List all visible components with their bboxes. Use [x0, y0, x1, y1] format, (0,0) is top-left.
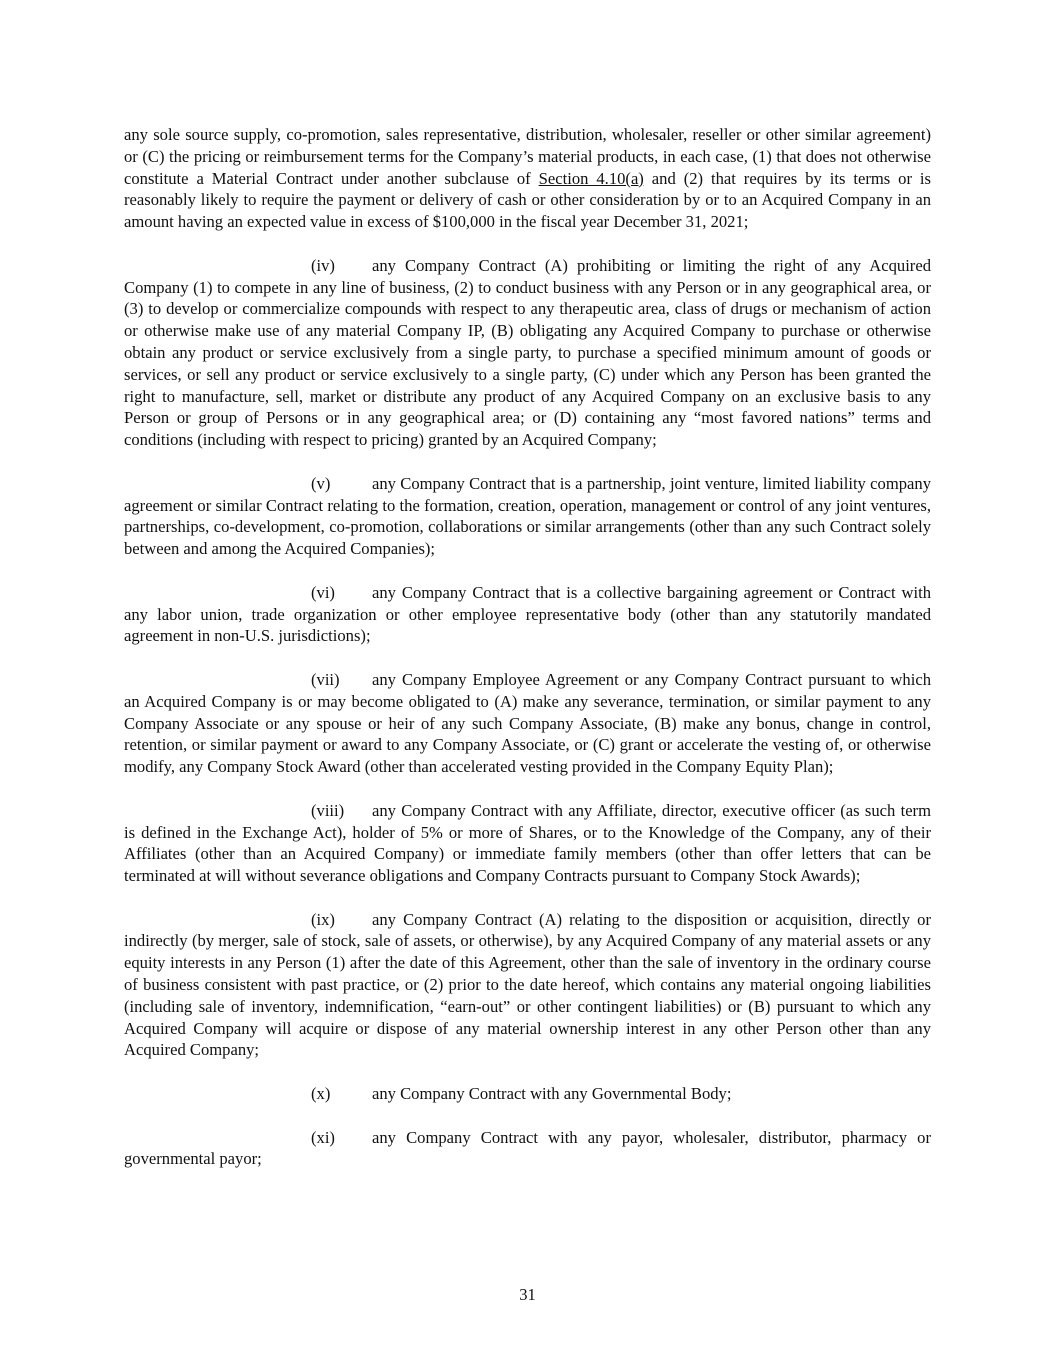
continuation-text-before: any sole source supply, co-promotion, sales representative, distribution, wholesaler, reseller or other similar agreement) or (C) the pricing or reimbursement terms for the Company’s material products, in each case, (1) that does not otherwise constitute a Material Contract under another subclause of: [124, 125, 931, 188]
continuation-text-after: and (2) that requires by its terms or is reasonably likely to require the payment or delivery of cash or other consideration by or to an Acquired Company in an amount having an expected value in excess of $100,000 in the fiscal year December 31, 2021;: [124, 168, 931, 232]
clause-v: [124, 473, 931, 560]
page-number: 31: [519, 1285, 536, 1304]
clause-number: (viii): [311, 800, 345, 820]
clause-vi: [124, 582, 931, 647]
document-page: [124, 124, 931, 1192]
clause-text: any Company Contract that is a collective bargaining agreement or Contract with any labor union, trade organization or other employee representative body (other than any statutorily mandated agreement in non-U.S. jurisdictions);: [124, 582, 931, 646]
clause-text: any Company Contract (A) prohibiting or limiting the right of any Acquired Company (1) to compete in any line of business, (2) to conduct business with any Person or in any geographical area, or (3) to develop or commercialize compounds with respect to any therapeutic area, class of drugs or mechanism of action or otherwise make use of any material Company IP, (B) obligating any Acquired Company to purchase or otherwise obtain any product or service exclusively from a single party, to purchase a specified minimum amount of goods or services, or sell any product or service exclusively to a single party, (C) under which any Person has been granted the right to manufacture, sell, market or distribute any product of any Acquired Company on an exclusive basis to any Person or group of Persons or in any geographical area; or (D) containing any “most favored nations” terms and conditions (including with respect to pricing) granted by an Acquired Company;: [124, 255, 931, 450]
clause-number: (iv): [311, 255, 335, 275]
section-4-10-a-reference: Section 4.10(a): [538, 168, 644, 188]
clause-number: (xi): [311, 1127, 335, 1147]
clause-xi: [124, 1127, 931, 1171]
clause-viii: [124, 800, 931, 887]
clause-number: (x): [311, 1084, 331, 1104]
clause-text: any Company Contract that is a partnership, joint venture, limited liability company agreement or similar Contract relating to the formation, creation, operation, management or control of any joint ventures, partnerships, co-development, co-promotion, collaborations or similar arrangements (other than any such Contract solely between and among the Acquired Companies);: [124, 473, 931, 559]
clause-number: (vi): [311, 582, 335, 602]
clause-x: [124, 1083, 931, 1105]
clause-iv: [124, 255, 931, 451]
clause-ix: [124, 909, 931, 1062]
clause-text: any Company Contract with any Affiliate, director, executive officer (as such term is defined in the Exchange Act), holder of 5% or more of Shares, or to the Knowledge of the Company, any of their Affiliates (other than an Acquired Company) or immediate family members (other than offer letters that can be terminated at will without severance obligations and Company Contracts pursuant to Company Stock Awards);: [124, 800, 931, 886]
clause-text: any Company Contract with any payor, wholesaler, distributor, pharmacy or governmental payor;: [124, 1127, 931, 1169]
clause-vii: [124, 669, 931, 778]
clause-number: (v): [311, 473, 331, 493]
clause-text: any Company Employee Agreement or any Company Contract pursuant to which an Acquired Company is or may become obligated to (A) make any severance, termination, or similar payment to any Company Associate or any spouse or heir of any such Company Associate, (B) make any bonus, change in control, retention, or similar payment or award to any Company Associate, or (C) grant or accelerate the vesting of, or otherwise modify, any Company Stock Award (other than accelerated vesting provided in the Company Equity Plan);: [124, 669, 931, 777]
clause-number: (vii): [311, 669, 340, 689]
clause-text: any Company Contract with any Governmental Body;: [372, 1084, 732, 1104]
continuation-paragraph: [124, 124, 931, 233]
clause-number: (ix): [311, 909, 335, 929]
clause-text: any Company Contract (A) relating to the disposition or acquisition, directly or indirectly (by merger, sale of stock, sale of assets, or otherwise), by any Acquired Company of any material assets or any equity interests in any Person (1) after the date of this Agreement, other than the sale of inventory in the ordinary course of business consistent with past practice, or (2) prior to the date hereof, which contains any material ongoing liabilities (including sale of inventory, indemnification, “earn-out” or other contingent liabilities) or (B) pursuant to which any Acquired Company will acquire or dispose of any material ownership interest in any other Person other than any Acquired Company;: [124, 909, 931, 1060]
